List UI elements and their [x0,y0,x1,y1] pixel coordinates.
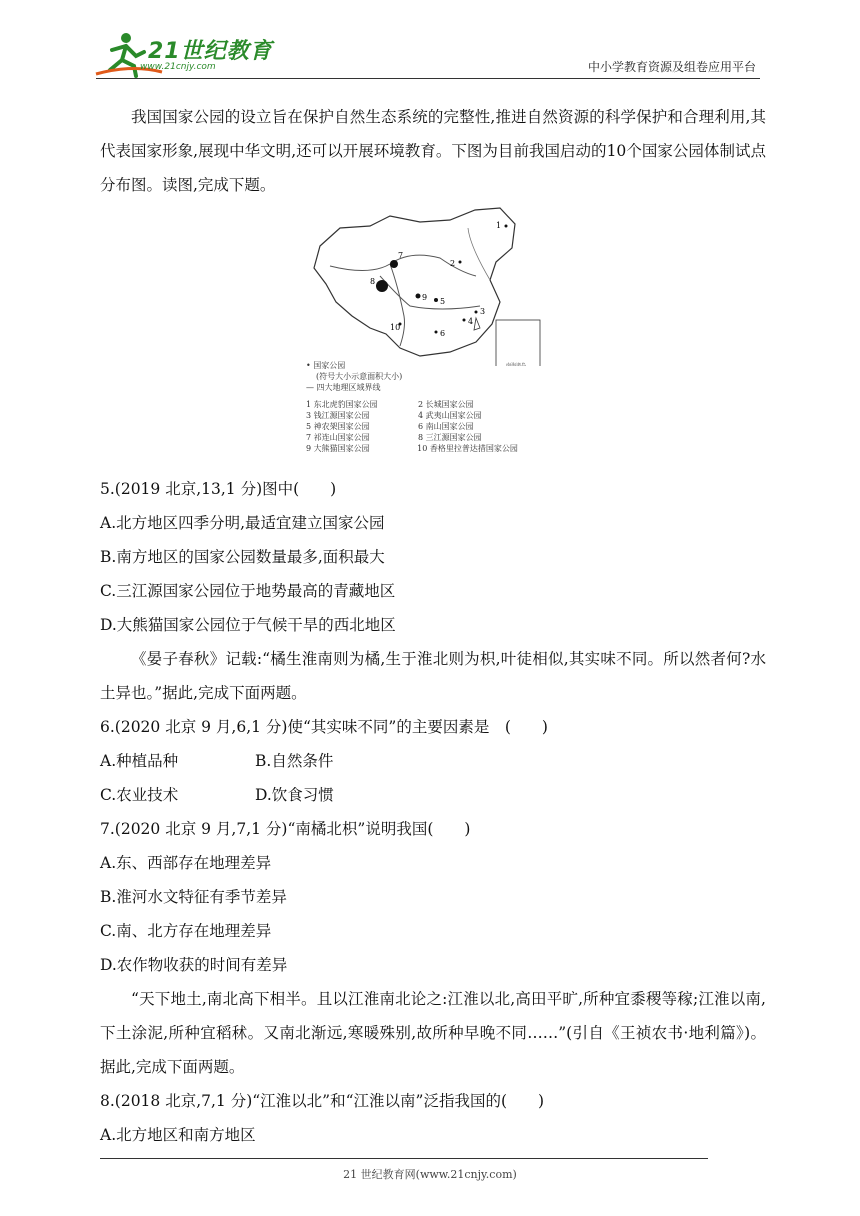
map-label-1: 1 [496,221,502,230]
q7-option-d: D.农作物收获的时间有差异 [100,956,288,974]
question-8-stem: 8.(2018 北京,7,1 分)“江淮以北”和“江淮以南”泛指我国的( ) [100,1092,545,1110]
legend-park-10: 10 香格里拉普达措国家公园 [417,444,518,453]
page-footer: 21 世纪教育网(www.21cnjy.com) [343,1168,517,1181]
legend-park-7: 7 祁连山国家公园 [306,433,370,442]
q7-option-a: A.东、西部存在地理差异 [100,854,272,872]
map-label-4: 4 [468,317,474,326]
legend-row [306,432,556,443]
question-6-stem: 6.(2020 北京 9 月,6,1 分)使“其实味不同”的主要因素是 ( ) [100,718,548,736]
intro-paragraph-3: “天下地土,南北高下相半。且以江淮南北论之:江淮以北,高田平旷,所种宜黍稷等稼;江淮以南,下土涂泥,所种宜稻秫。又南北渐远,寒暖殊别,故所种早晚不同……”(引自《王祯农书·地利篇》)。据此,完成下面两题。 [100,990,766,1076]
q6-option-c: C.农业技术 [100,786,179,804]
logo-url: www.21cnjy.com [140,62,216,72]
map-label-7: 7 [398,251,404,260]
map-label-8: 8 [370,277,376,286]
document-body [100,100,766,1152]
legend-line: — 四大地理区域界线 [306,383,381,392]
q5-option-b: B.南方地区的国家公园数量最多,面积最大 [100,548,385,566]
legend-park-6: 6 南山国家公园 [418,422,474,431]
legend-symbol: • 国家公园 [306,361,346,370]
intro-paragraph-2: 《晏子春秋》记载:“橘生淮南则为橘,生于淮北则为枳,叶徒相似,其实味不同。所以然者何?水土异也。”据此,完成下面两题。 [100,650,766,702]
intro-paragraph-1: 我国国家公园的设立旨在保护自然生态系统的完整性,推进自然资源的科学保护和合理利用,其代表国家形象,展现中华文明,还可以开展环境教育。下图为目前我国启动的10个国家公园体制试点分布图。读图,完成下题。 [100,108,766,194]
q6-option-d: D.饮食习惯 [255,786,334,804]
legend-park-9: 9 大熊猫国家公园 [306,444,370,453]
q6-option-b: B.自然条件 [255,752,334,770]
china-map-icon [300,206,560,366]
map-legend [306,360,556,454]
q5-option-c: C.三江源国家公园位于地势最高的青藏地区 [100,582,396,600]
map-label-3: 3 [480,307,486,316]
map-label-2: 2 [450,259,456,268]
logo-text: 21世纪教育 [148,39,273,64]
map-label-5: 5 [440,297,446,306]
legend-symbol-note: (符号大小示意面积大小) [316,372,403,381]
q7-option-c: C.南、北方存在地理差异 [100,922,272,940]
footer-divider [100,1158,708,1159]
q5-option-d: D.大熊猫国家公园位于气候干旱的西北地区 [100,616,396,634]
legend-park-2: 2 长城国家公园 [418,400,474,409]
q6-options-row-1 [100,744,766,778]
map-label-9: 9 [422,293,428,302]
legend-park-3: 3 钱江源国家公园 [306,411,370,420]
china-national-parks-map [300,206,560,468]
map-label-10: 10 [390,323,401,332]
question-5-stem: 5.(2019 北京,13,1 分)图中( ) [100,480,337,498]
legend-park-1: 1 东北虎豹国家公园 [306,400,378,409]
q6-option-a: A.种植品种 [100,752,179,770]
legend-park-8: 8 三江源国家公园 [418,433,482,442]
header-platform-text: 中小学教育资源及组卷应用平台 [587,60,756,74]
q7-option-b: B.淮河水文特征有季节差异 [100,888,287,906]
legend-park-5: 5 神农架国家公园 [306,422,370,431]
legend-row [306,399,556,410]
q6-options-row-2 [100,778,766,812]
legend-row [306,421,556,432]
header-divider [96,78,760,79]
map-label-6: 6 [440,329,446,338]
legend-row [306,443,556,454]
page-header [0,0,860,90]
inset-label: 南海诸岛 [506,363,527,366]
q8-option-a: A.北方地区和南方地区 [100,1126,256,1144]
question-7-stem: 7.(2020 北京 9 月,7,1 分)“南橘北枳”说明我国( ) [100,820,471,838]
legend-row [306,410,556,421]
q5-option-a: A.北方地区四季分明,最适宜建立国家公园 [100,514,385,532]
legend-park-4: 4 武夷山国家公园 [418,411,482,420]
